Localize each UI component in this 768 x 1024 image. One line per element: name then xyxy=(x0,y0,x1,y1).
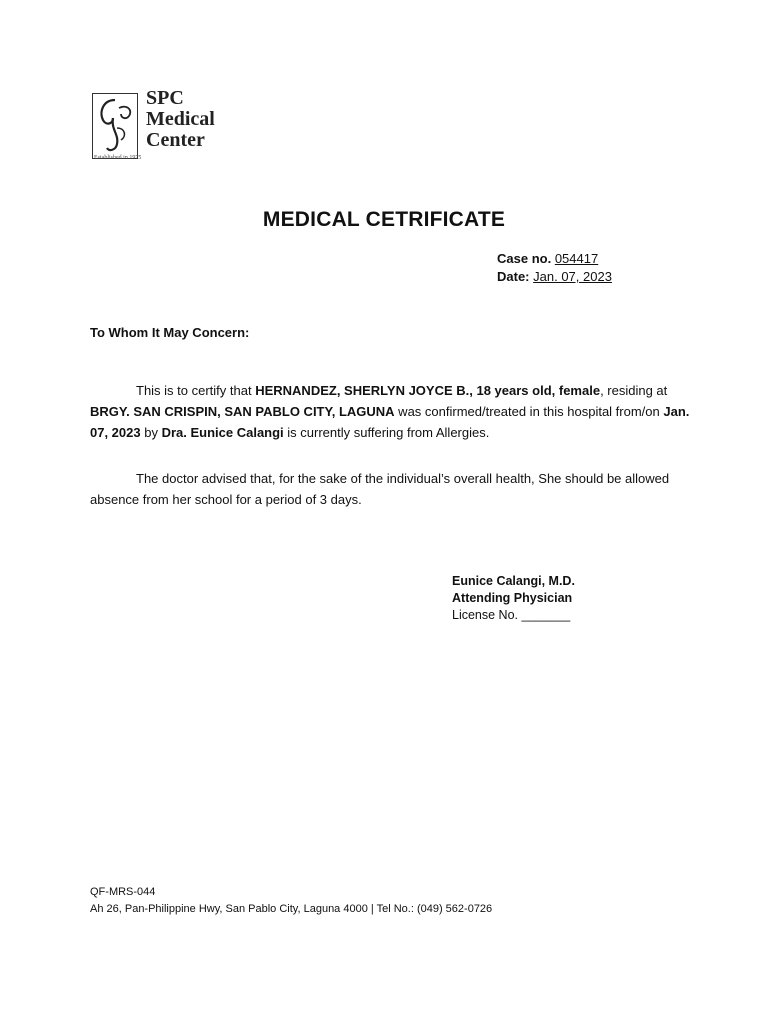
certification-paragraph xyxy=(90,380,690,443)
logo-line-1: SPC xyxy=(146,87,184,109)
para1-text-3: was confirmed/treated in this hospital from/on xyxy=(394,404,664,419)
signature-block xyxy=(452,573,575,624)
para1-text-5: is currently suffering from Allergies. xyxy=(283,425,490,440)
case-value: 054417 xyxy=(554,251,599,266)
logo-line-3: Center xyxy=(146,129,205,151)
form-code: QF-MRS-044 xyxy=(90,886,156,898)
advice-paragraph xyxy=(90,468,690,510)
logo-established: Established in 1975 xyxy=(94,155,142,161)
logo-text xyxy=(146,88,215,151)
patient-address: BRGY. SAN CRISPIN, SAN PABLO CITY, LAGUNA xyxy=(90,404,395,419)
para1-text-4: by xyxy=(140,425,162,440)
date-label: Date: xyxy=(497,269,530,284)
hospital-address: Ah 26, Pan-Philippine Hwy, San Pablo City, Laguna 4000 | Tel No.: (049) 562-0726 xyxy=(90,903,493,915)
para1-text-2: , residing at xyxy=(600,383,668,398)
logo-line-2: Medical xyxy=(146,108,215,130)
treatment-date: Jan. 07, 2023 xyxy=(90,404,690,440)
case-number-row xyxy=(497,250,612,268)
document-title: MEDICAL CETRIFICATE xyxy=(262,208,506,231)
physician-name: Eunice Calangi, M.D. xyxy=(452,574,575,588)
physician-role: Attending Physician xyxy=(452,591,573,605)
spc-monogram-icon xyxy=(92,93,138,159)
doctor-name: Dra. Eunice Calangi xyxy=(161,425,284,440)
license-number: License No. _______ xyxy=(452,608,571,622)
advice-text: The doctor advised that, for the sake of the individual’s overall health, She should be allowed absence from her school for a period of 3 days. xyxy=(90,471,670,507)
case-meta xyxy=(497,250,612,286)
date-row xyxy=(497,268,612,286)
footer xyxy=(90,884,492,918)
case-label: Case no. xyxy=(497,251,552,266)
date-value: Jan. 07, 2023 xyxy=(533,269,612,284)
patient-details: HERNANDEZ, SHERLYN JOYCE B., 18 years old, female xyxy=(255,383,601,398)
para1-text-1: This is to certify that xyxy=(136,383,256,398)
salutation: To Whom It May Concern: xyxy=(90,325,250,340)
